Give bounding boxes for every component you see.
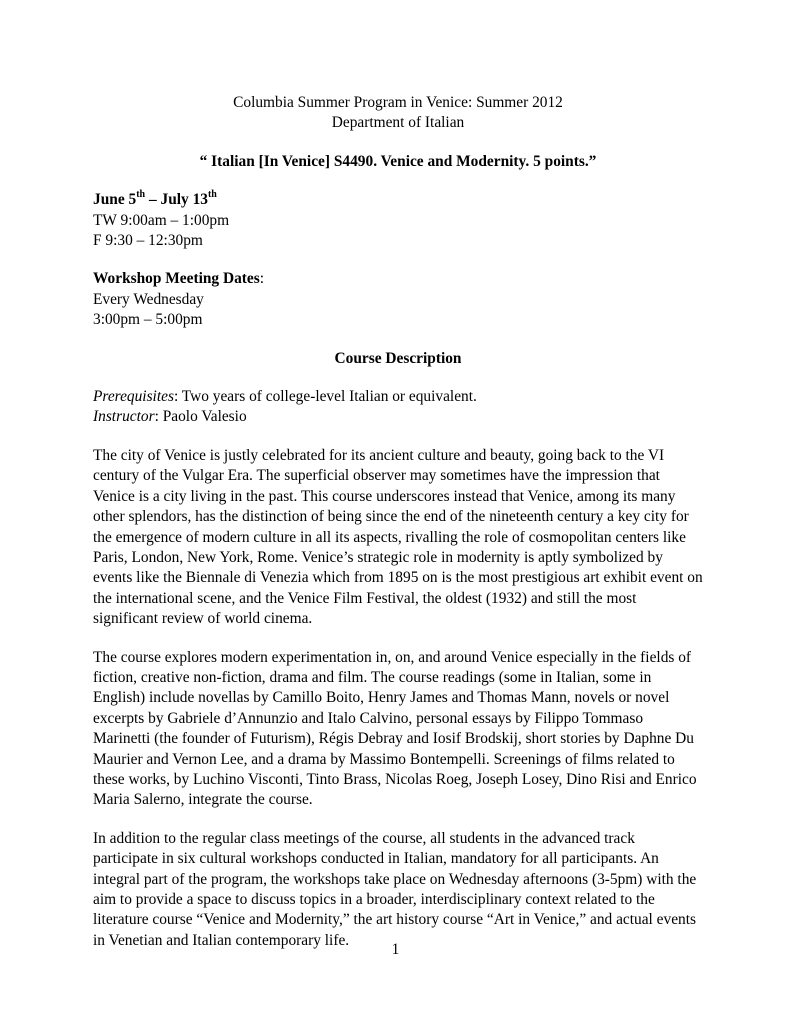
- workshop-time: 3:00pm – 5:00pm: [93, 311, 203, 329]
- department-name: Department of Italian: [331, 114, 465, 132]
- paragraph-workshops: In addition to the regular class meetings of the course, all students in the advanced track participate in six cultural workshops conducted in Italian, mandatory for all participants. An integral part of the program, the workshops take place on Wednesday afternoons (3-5pm) with the aim to provide a space to discuss topics in a broader, interdisciplinary context related to the literature course “Venice and Modernity,” the art history course “Art in Venice,” and actual events in Venetian and Italian contemporary life.: [93, 829, 697, 949]
- program-title: Columbia Summer Program in Venice: Summer 2012: [233, 94, 563, 111]
- schedule-f: F 9:30 – 12:30pm: [93, 232, 203, 250]
- page-number: 1: [391, 941, 400, 958]
- workshop-heading: [93, 269, 703, 289]
- schedule-tw: TW 9:00am – 1:00pm: [93, 211, 230, 229]
- start-date-suffix: th: [136, 189, 146, 201]
- course-title: “ Italian [In Venice] S4490. Venice and Modernity. 5 points.”: [199, 152, 597, 170]
- paragraph-readings: The course explores modern experimentation in, on, and around Venice especially in the fields of fiction, creative non-fiction, drama and film. The course readings (some in Italian, some in English) include novellas by Camillo Boito, Henry James and Thomas Mann, novels or novel excerpts by Gabriele d’Annunzio and Italo Calvino, personal essays by Filippo Tommaso Marinetti (the founder of Futurism), Régis Debray and Iosif Brodskij, short stories by Daphne Du Maurier and Vernon Lee, and a drama by Massimo Bontempelli. Screenings of films related to these works, by Luchino Visconti, Tinto Brass, Nicolas Roeg, Joseph Losey, Dino Risi and Enrico Maria Salerno, integrate the course.: [93, 648, 697, 809]
- prerequisites-text: : Two years of college-level Italian or equivalent.: [173, 388, 477, 406]
- start-date: June 5: [93, 191, 137, 209]
- workshop-label: Workshop Meeting Dates: [93, 270, 260, 288]
- end-date-suffix: th: [207, 189, 217, 201]
- workshop-day: Every Wednesday: [93, 290, 204, 308]
- instructor-label: Instructor: [93, 408, 155, 426]
- course-description-heading: Course Description: [334, 349, 462, 367]
- workshop-colon: :: [259, 270, 265, 288]
- end-date: – July 13: [145, 191, 208, 209]
- instructor-line: [93, 407, 703, 427]
- course-dates: [93, 190, 703, 210]
- prerequisites-label: Prerequisites: [93, 388, 174, 406]
- prerequisites-line: [93, 387, 703, 407]
- paragraph-venice: The city of Venice is justly celebrated for its ancient culture and beauty, going back to the VI century of the Vulgar Era. The superficial observer may sometimes have the impression that Venice is a city living in the past. This course underscores instead that Venice, among its many other splendors, has the distinction of being since the end of the nineteenth century a key city for the emergence of modern culture in all its aspects, rivalling the role of cosmopolitan centers like Paris, London, New York, Rome. Venice’s strategic role in modernity is aptly symbolized by events like the Biennale di Venezia which from 1895 on is the most prestigious art exhibit event on the international scene, and the Venice Film Festival, the oldest (1932) and still the most significant review of world cinema.: [93, 446, 703, 628]
- page-content: [93, 93, 703, 951]
- instructor-text: : Paolo Valesio: [154, 408, 247, 426]
